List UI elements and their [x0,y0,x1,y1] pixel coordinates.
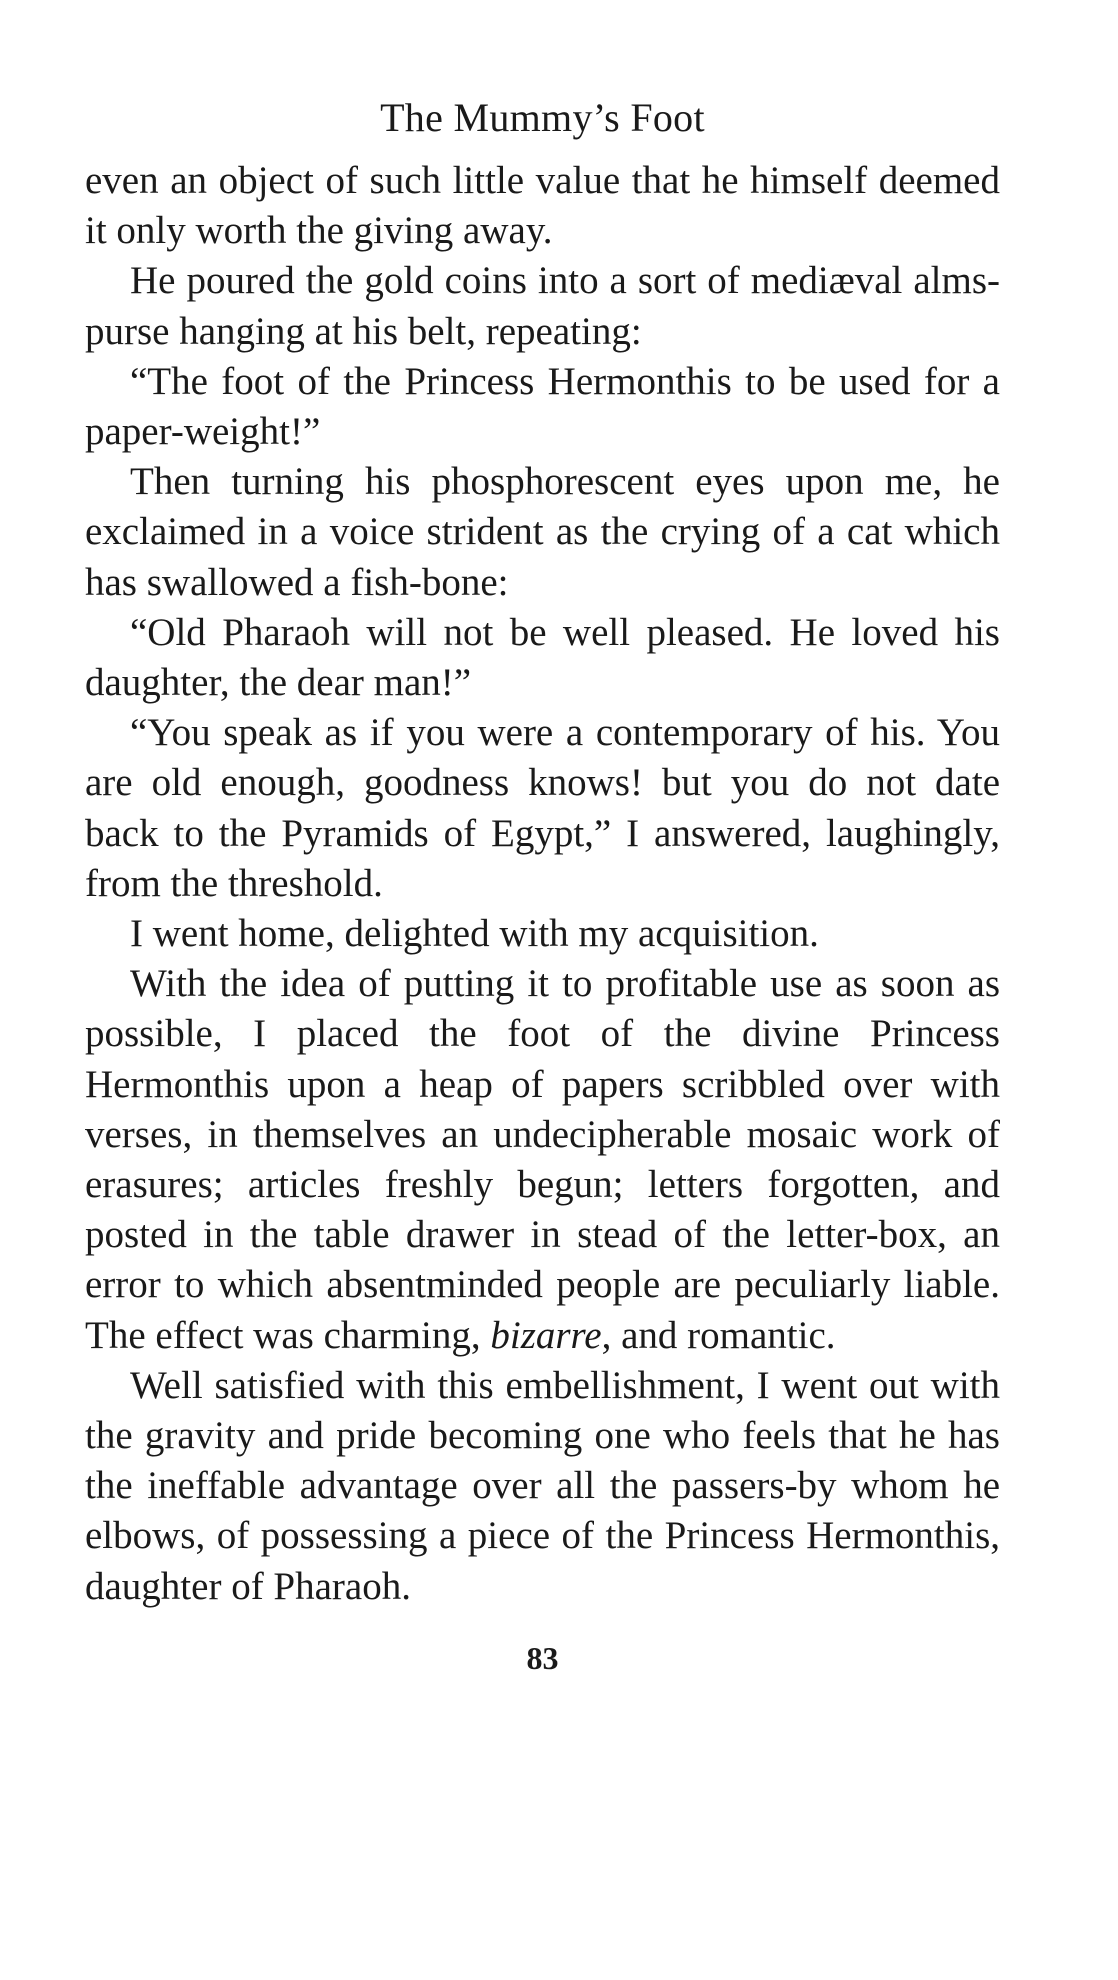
page-number: 83 [526,1639,559,1676]
paragraph-with-italic [85,959,1000,1361]
paragraph: Well satisfied with this embellishment, I went out with the gravity and pride becoming one who feels that he has the ineffable advantage over all the passers-by whom he elbows, of possessing a piece of the Princess Hermonthis, daughter of Pharaoh. [85,1363,1000,1608]
paragraph: “You speak as if you were a contemporary of his. You are old enough, goodness knows! but you do not date back to the Pyramids of Egypt,” I answered, laughingly, from the threshold. [85,711,1000,905]
paragraph: He poured the gold coins into a sort of mediæval alms-purse hanging at his belt, repeating: [85,259,1000,353]
paragraph: I went home, delighted with my acquisition. [130,912,819,956]
paragraph-text: With the idea of putting it to profitable use as soon as possible, I placed the foot of the divine Princess Hermonthis upon a heap of papers scribbled over with verses, in themselves an undecipherable mosaic work of erasures; articles freshly begun; letters forgotten, and posted in the table drawer in stead of the letter-box, an error to which absentminded people are peculiarly liable. The effect was charming, [85,962,1000,1357]
italic-word: bizarre [490,1313,602,1357]
paragraph-text: , and romantic. [601,1313,836,1357]
paragraph: “The foot of the Princess Hermonthis to be used for a paper-weight!” [85,359,1000,454]
book-page [85,88,1000,1678]
body-text [85,156,1000,1612]
running-head: The Mummy’s Foot [380,95,705,140]
paragraph: even an object of such little value that he himself deemed it only worth the giving away. [85,159,1000,253]
paragraph: Then turning his phosphorescent eyes upon me, he exclaimed in a voice strident as the crying of a cat which has swallowed a fish-bone: [85,460,1000,604]
paragraph: “Old Pharaoh will not be well pleased. He loved his daughter, the dear man!” [85,610,1000,705]
